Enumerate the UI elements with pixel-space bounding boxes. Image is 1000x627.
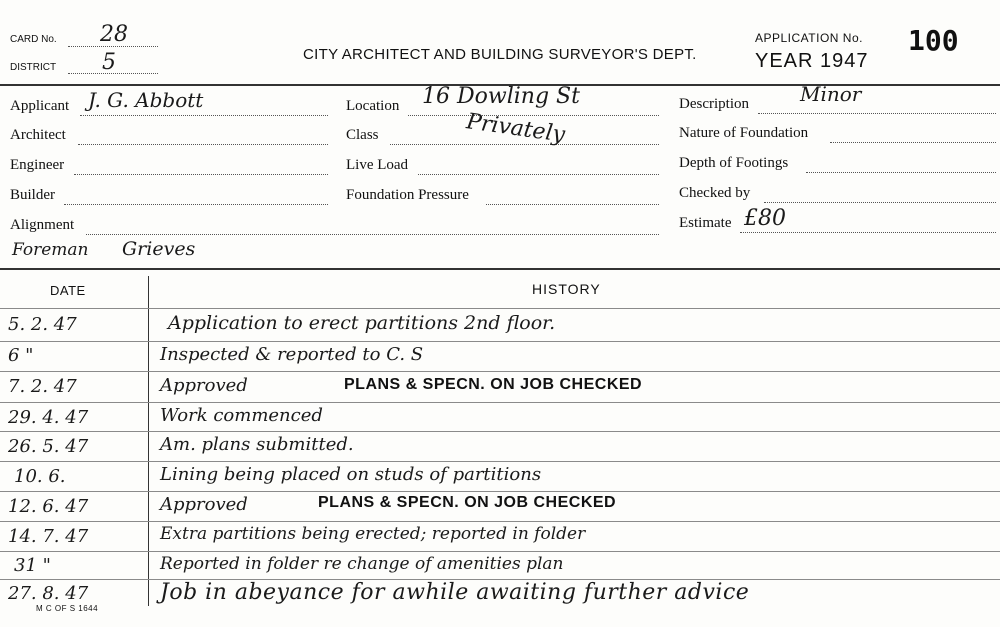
table-row-date: 26. 5. 47 — [8, 436, 89, 457]
application-no-label: APPLICATION No. — [755, 31, 863, 45]
year-label: YEAR 1947 — [755, 50, 869, 72]
foreman-value: Grieves — [122, 238, 196, 260]
description-line — [758, 113, 996, 114]
application-no-value: 100 — [908, 24, 959, 57]
row-rule — [0, 431, 1000, 432]
table-row-entry: Am. plans submitted. — [160, 434, 354, 455]
table-row-entry: Application to erect partitions 2nd floor. — [168, 312, 556, 334]
builder-label: Builder — [10, 187, 55, 203]
estimate-label: Estimate — [679, 215, 732, 231]
history-header: HISTORY — [532, 281, 601, 297]
table-row-date: 27. 8. 47 — [8, 583, 89, 604]
applicant-label: Applicant — [10, 98, 70, 114]
row-rule — [0, 491, 1000, 492]
checked-by-label: Checked by — [679, 185, 751, 201]
table-row-entry: Lining being placed on studs of partitions — [160, 464, 542, 485]
live-load-label: Live Load — [346, 157, 409, 173]
table-row-date: 12. 6. 47 — [8, 496, 89, 517]
live-load-line — [418, 174, 659, 175]
district-line — [68, 73, 158, 74]
card-no-value: 28 — [100, 22, 128, 47]
class-value: Privately — [464, 109, 567, 148]
table-row-entry: Extra partitions being erected; reported in folder — [160, 524, 586, 544]
table-row-entry: Approved — [160, 375, 248, 396]
form-code: M C OF S 1644 — [36, 604, 99, 613]
row-rule — [0, 551, 1000, 552]
builder-line — [64, 204, 328, 205]
table-row-date: 14. 7. 47 — [8, 526, 89, 547]
table-top-rule — [0, 268, 1000, 270]
applicant-line — [80, 115, 328, 116]
location-line — [408, 115, 659, 116]
checked-by-line — [764, 202, 996, 203]
depth-of-footings-line — [806, 172, 996, 173]
class-label: Class — [346, 127, 379, 143]
table-row-date: 7. 2. 47 — [8, 376, 77, 397]
row-rule — [0, 341, 1000, 342]
row-rule — [0, 521, 1000, 522]
table-row-date: 10. 6. — [14, 466, 66, 487]
description-label: Description — [679, 96, 749, 112]
date-header: DATE — [50, 283, 86, 298]
row-rule — [0, 461, 1000, 462]
nature-of-foundation-line — [830, 142, 996, 143]
depth-of-footings-label: Depth of Footings — [679, 155, 789, 171]
table-row-date: 31 " — [14, 555, 51, 576]
table-row-entry: Inspected & reported to C. S — [160, 344, 424, 365]
date-column-divider — [148, 276, 149, 606]
applicant-value: J. G. Abbott — [88, 88, 204, 112]
row-rule — [0, 308, 1000, 309]
engineer-line — [74, 174, 328, 175]
location-value: 16 Dowling St — [422, 84, 580, 109]
table-row-entry: Approved — [160, 494, 248, 515]
class-line — [390, 144, 659, 145]
table-row-stamp: PLANS & SPECN. ON JOB CHECKED — [344, 376, 643, 393]
architect-line — [78, 144, 328, 145]
table-row-entry: Job in abeyance for awhile awaiting further advice — [160, 580, 750, 605]
row-rule — [0, 402, 1000, 403]
description-value: Minor — [800, 82, 862, 106]
foundation-pressure-label: Foundation Pressure — [346, 187, 469, 203]
nature-of-foundation-label: Nature of Foundation — [679, 125, 809, 141]
alignment-line — [86, 234, 659, 235]
table-row-stamp: PLANS & SPECN. ON JOB CHECKED — [318, 494, 617, 511]
foundation-pressure-line — [486, 204, 659, 205]
row-rule — [0, 371, 1000, 372]
estimate-line — [740, 232, 996, 233]
engineer-label: Engineer — [10, 157, 65, 173]
table-row-entry: Reported in folder re change of amenities plan — [160, 554, 564, 574]
architect-label: Architect — [10, 127, 66, 143]
table-row-date: 29. 4. 47 — [8, 407, 89, 428]
location-label: Location — [346, 98, 400, 114]
table-row-entry: Work commenced — [160, 405, 323, 426]
district-value: 5 — [102, 50, 116, 75]
dept-title: CITY ARCHITECT AND BUILDING SURVEYOR'S DEPT. — [303, 46, 697, 63]
district-label: DISTRICT — [10, 62, 57, 73]
estimate-value: £80 — [744, 206, 786, 231]
table-row-date: 5. 2. 47 — [8, 314, 77, 335]
card-no-line — [68, 46, 158, 47]
card-no-label: CARD No. — [10, 34, 57, 45]
table-row-date: 6 " — [8, 345, 34, 366]
foreman-label: Foreman — [12, 240, 89, 260]
alignment-label: Alignment — [10, 217, 75, 233]
